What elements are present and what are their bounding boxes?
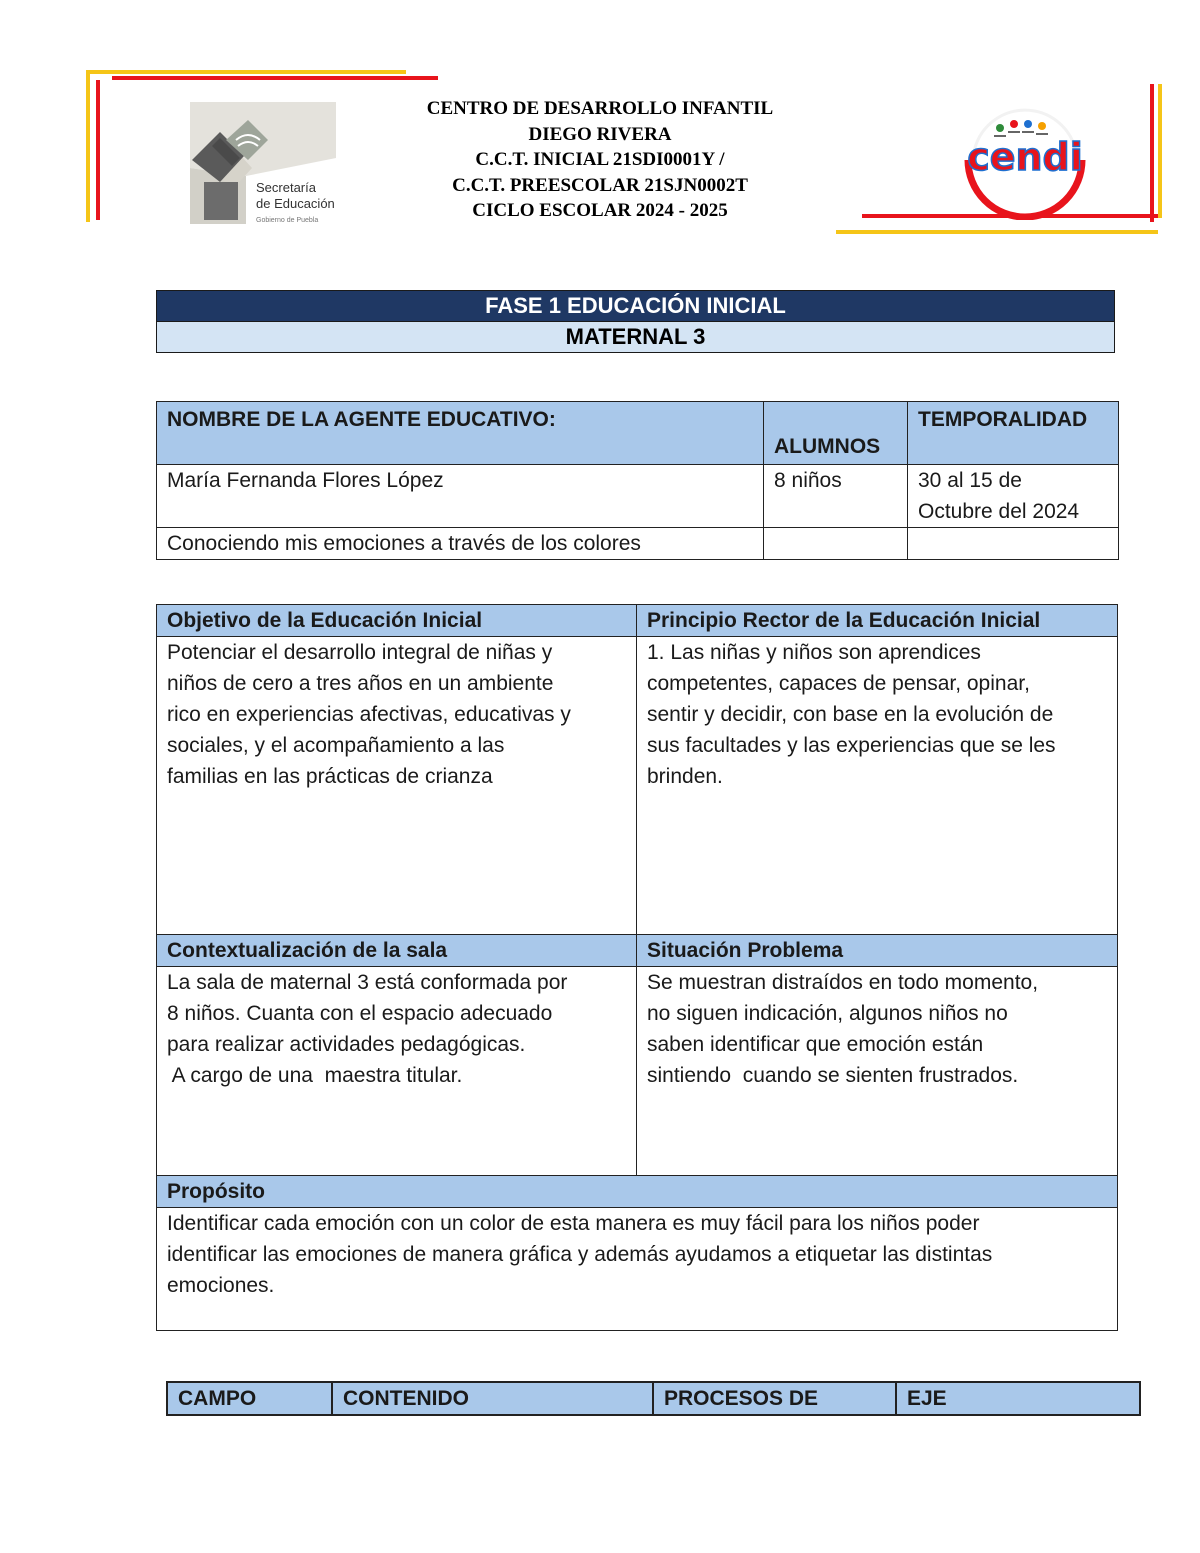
empty-cell — [764, 528, 908, 560]
objective-label: Objetivo de la Educación Inicial — [157, 605, 637, 637]
yellow-bar-top-left — [86, 70, 406, 74]
time-label: TEMPORALIDAD — [908, 402, 1119, 465]
context-text — [157, 967, 637, 1176]
project-name: Conociendo mis emociones a través de los colores — [157, 528, 764, 560]
col-contenido: CONTENIDO — [332, 1382, 653, 1415]
text-line: niños de cero a tres años en un ambiente — [167, 672, 554, 695]
svg-text:de Educación: de Educación — [256, 196, 335, 211]
header-line: CICLO ESCOLAR 2024 - 2025 — [472, 200, 728, 221]
red-vbar-right — [1150, 84, 1154, 222]
text-line: rico en experiencias afectivas, educativas y — [167, 703, 571, 726]
cendi-logo — [958, 100, 1092, 220]
objective-text — [157, 637, 637, 935]
text-line: competentes, capaces de pensar, opinar, — [647, 672, 1030, 695]
text-line: identificar las emociones de manera gráfica y además ayudamos a etiquetar las distintas — [167, 1243, 993, 1266]
svg-text:cendi: cendi — [967, 135, 1083, 179]
bottom-table — [166, 1381, 1141, 1416]
header-line: CENTRO DE DESARROLLO INFANTIL — [426, 98, 774, 119]
purpose-text — [157, 1208, 1118, 1331]
text-line: no siguen indicación, algunos niños no — [647, 1002, 1008, 1025]
yellow-vbar-right — [1158, 84, 1162, 218]
text-line: saben identificar que emoción están — [647, 1033, 984, 1056]
col-eje: EJE — [896, 1382, 1140, 1415]
text-line: 1. Las niñas y niños son aprendices — [647, 641, 981, 664]
text-line: Potenciar el desarrollo integral de niñas y — [167, 641, 553, 664]
header-line: C.C.T. INICIAL 21SDI0001Y / — [475, 149, 725, 170]
time-period — [908, 465, 1119, 528]
phase-table — [156, 290, 1115, 353]
principle-label: Principio Rector de la Educación Inicial — [637, 605, 1118, 637]
text-line: Se muestran distraídos en todo momento, — [647, 971, 1039, 994]
red-bar-top-left — [112, 76, 438, 80]
agent-label: NOMBRE DE LA AGENTE EDUCATIVO: — [157, 402, 764, 465]
context-label: Contextualización de la sala — [157, 935, 637, 967]
sections-table — [156, 604, 1118, 1331]
problem-text — [637, 967, 1118, 1176]
students-count: 8 niños — [764, 465, 908, 528]
time-line: 30 al 15 de — [918, 469, 1022, 492]
text-line: La sala de maternal 3 está conformada por — [167, 971, 568, 994]
header-line: C.C.T. PREESCOLAR 21SJN0002T — [452, 174, 748, 196]
problem-label: Situación Problema — [637, 935, 1118, 967]
text-line: Identificar cada emoción con un color de esta manera es muy fácil para los niños poder — [167, 1212, 980, 1235]
text-line: sintiendo cuando se sienten frustrados. — [647, 1064, 1019, 1087]
info-table — [156, 401, 1119, 560]
text-line: familias en las prácticas de crianza — [167, 765, 493, 788]
col-procesos: PROCESOS DE — [653, 1382, 896, 1415]
text-line: brinden. — [647, 765, 723, 788]
text-line: para realizar actividades pedagógicas. — [167, 1033, 526, 1056]
phase-group: MATERNAL 3 — [157, 322, 1115, 353]
col-campo: CAMPO — [167, 1382, 332, 1415]
school-header — [390, 96, 810, 224]
text-line: sentir y decidir, con base en la evolución de — [647, 703, 1054, 726]
empty-cell — [908, 528, 1119, 560]
time-line: Octubre del 2024 — [918, 500, 1080, 523]
text-line: A cargo de una maestra titular. — [167, 1064, 463, 1087]
purpose-label: Propósito — [157, 1176, 1118, 1208]
red-vbar-left — [96, 80, 100, 220]
text-line: sociales, y el acompañamiento a las — [167, 734, 505, 757]
text-line: 8 niños. Cuanta con el espacio adecuado — [167, 1002, 553, 1025]
text-line: emociones. — [167, 1274, 275, 1297]
yellow-vbar-left — [86, 74, 90, 222]
svg-text:Secretaría: Secretaría — [256, 180, 316, 195]
secretaria-educacion-logo — [186, 98, 338, 226]
phase-title: FASE 1 EDUCACIÓN INICIAL — [157, 291, 1115, 322]
agent-name: María Fernanda Flores López — [157, 465, 764, 528]
students-label: ALUMNOS — [764, 402, 908, 465]
header-line: DIEGO RIVERA — [528, 123, 672, 145]
principle-text — [637, 637, 1118, 935]
text-line: sus facultades y las experiencias que se les — [647, 734, 1056, 757]
svg-text:Gobierno de Puebla: Gobierno de Puebla — [256, 217, 319, 224]
yellow-bar-bottom-right — [836, 230, 1158, 234]
